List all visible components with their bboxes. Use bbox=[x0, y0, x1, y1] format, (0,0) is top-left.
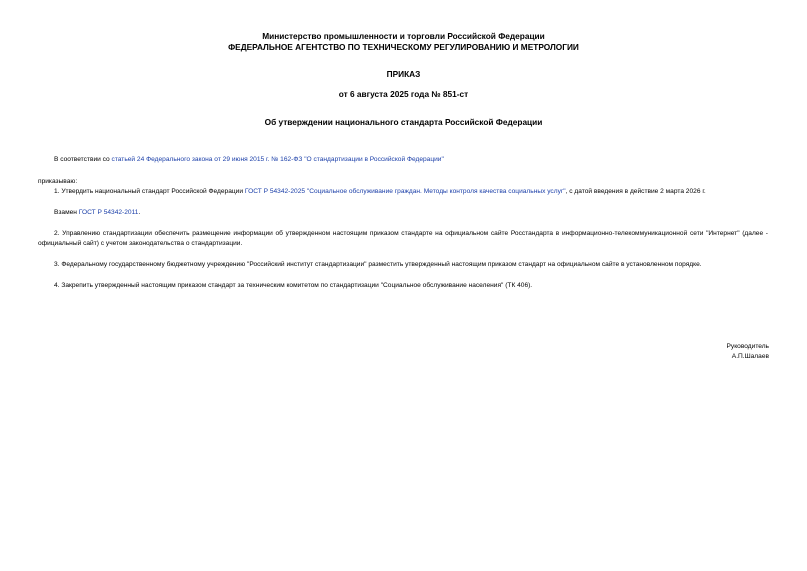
replaces-text: Взамен bbox=[54, 209, 79, 216]
signatory-name: А.П.Шалаев bbox=[731, 353, 769, 360]
item-2-paragraph: 2. Управлению стандартизации обеспечить размещение информации об утвержденном настоящим приказом стандарте на официальном сайте Росстандарта в информационно-телекоммуникационной сети "Интернет" (далее - официальный сайт) с учетом законодательства о стандартизации. bbox=[38, 230, 768, 247]
gost-2011-link[interactable]: ГОСТ Р 54342-2011 bbox=[78, 209, 139, 216]
document-header bbox=[0, 31, 807, 53]
item-1-date-text: , с датой введения в действие 2 марта 2026 г. bbox=[565, 188, 706, 195]
order-title: ПРИКАЗ bbox=[386, 69, 421, 79]
order-date-number: от 6 августа 2025 года № 851-ст bbox=[338, 89, 469, 99]
gost-2025-link[interactable]: ГОСТ Р 54342-2025 "Социальное обслуживание граждан. Методы контроля качества социальных услуг" bbox=[244, 188, 566, 195]
item-4-paragraph: 4. Закрепить утвержденный настоящим приказом стандарт за техническим комитетом по стандартизации "Социальное обслуживание населения" (ТК 406). bbox=[54, 282, 533, 289]
order-word: приказываю: bbox=[38, 178, 78, 185]
order-subject: Об утверждении национального стандарта Российской Федерации bbox=[264, 117, 543, 127]
ministry-name: Министерство промышленности и торговли Российской Федерации bbox=[262, 31, 545, 41]
preamble-text: В соответствии со bbox=[54, 156, 112, 163]
signature-block bbox=[727, 342, 769, 362]
item-1-text: 1. Утвердить национальный стандарт Российской Федерации bbox=[54, 188, 245, 195]
preamble-paragraph bbox=[38, 155, 768, 165]
federal-law-link[interactable]: статьей 24 Федерального закона от 29 июня 2015 г. № 162-ФЗ "О стандартизации в Российской Федерации" bbox=[111, 156, 444, 163]
signatory-position: Руководитель bbox=[726, 343, 769, 350]
replaces-end: . bbox=[138, 209, 141, 216]
agency-name: ФЕДЕРАЛЬНОЕ АГЕНТСТВО ПО ТЕХНИЧЕСКОМУ РЕГУЛИРОВАНИЮ И МЕТРОЛОГИИ bbox=[228, 42, 579, 52]
replaces-paragraph bbox=[38, 208, 768, 218]
item-1-paragraph bbox=[38, 187, 768, 197]
item-3-paragraph: 3. Федеральному государственному бюджетному учреждению "Российский институт стандартизации" разместить утвержденный настоящим приказом стандарт на официальном сайте в установленном порядке. bbox=[54, 261, 702, 268]
